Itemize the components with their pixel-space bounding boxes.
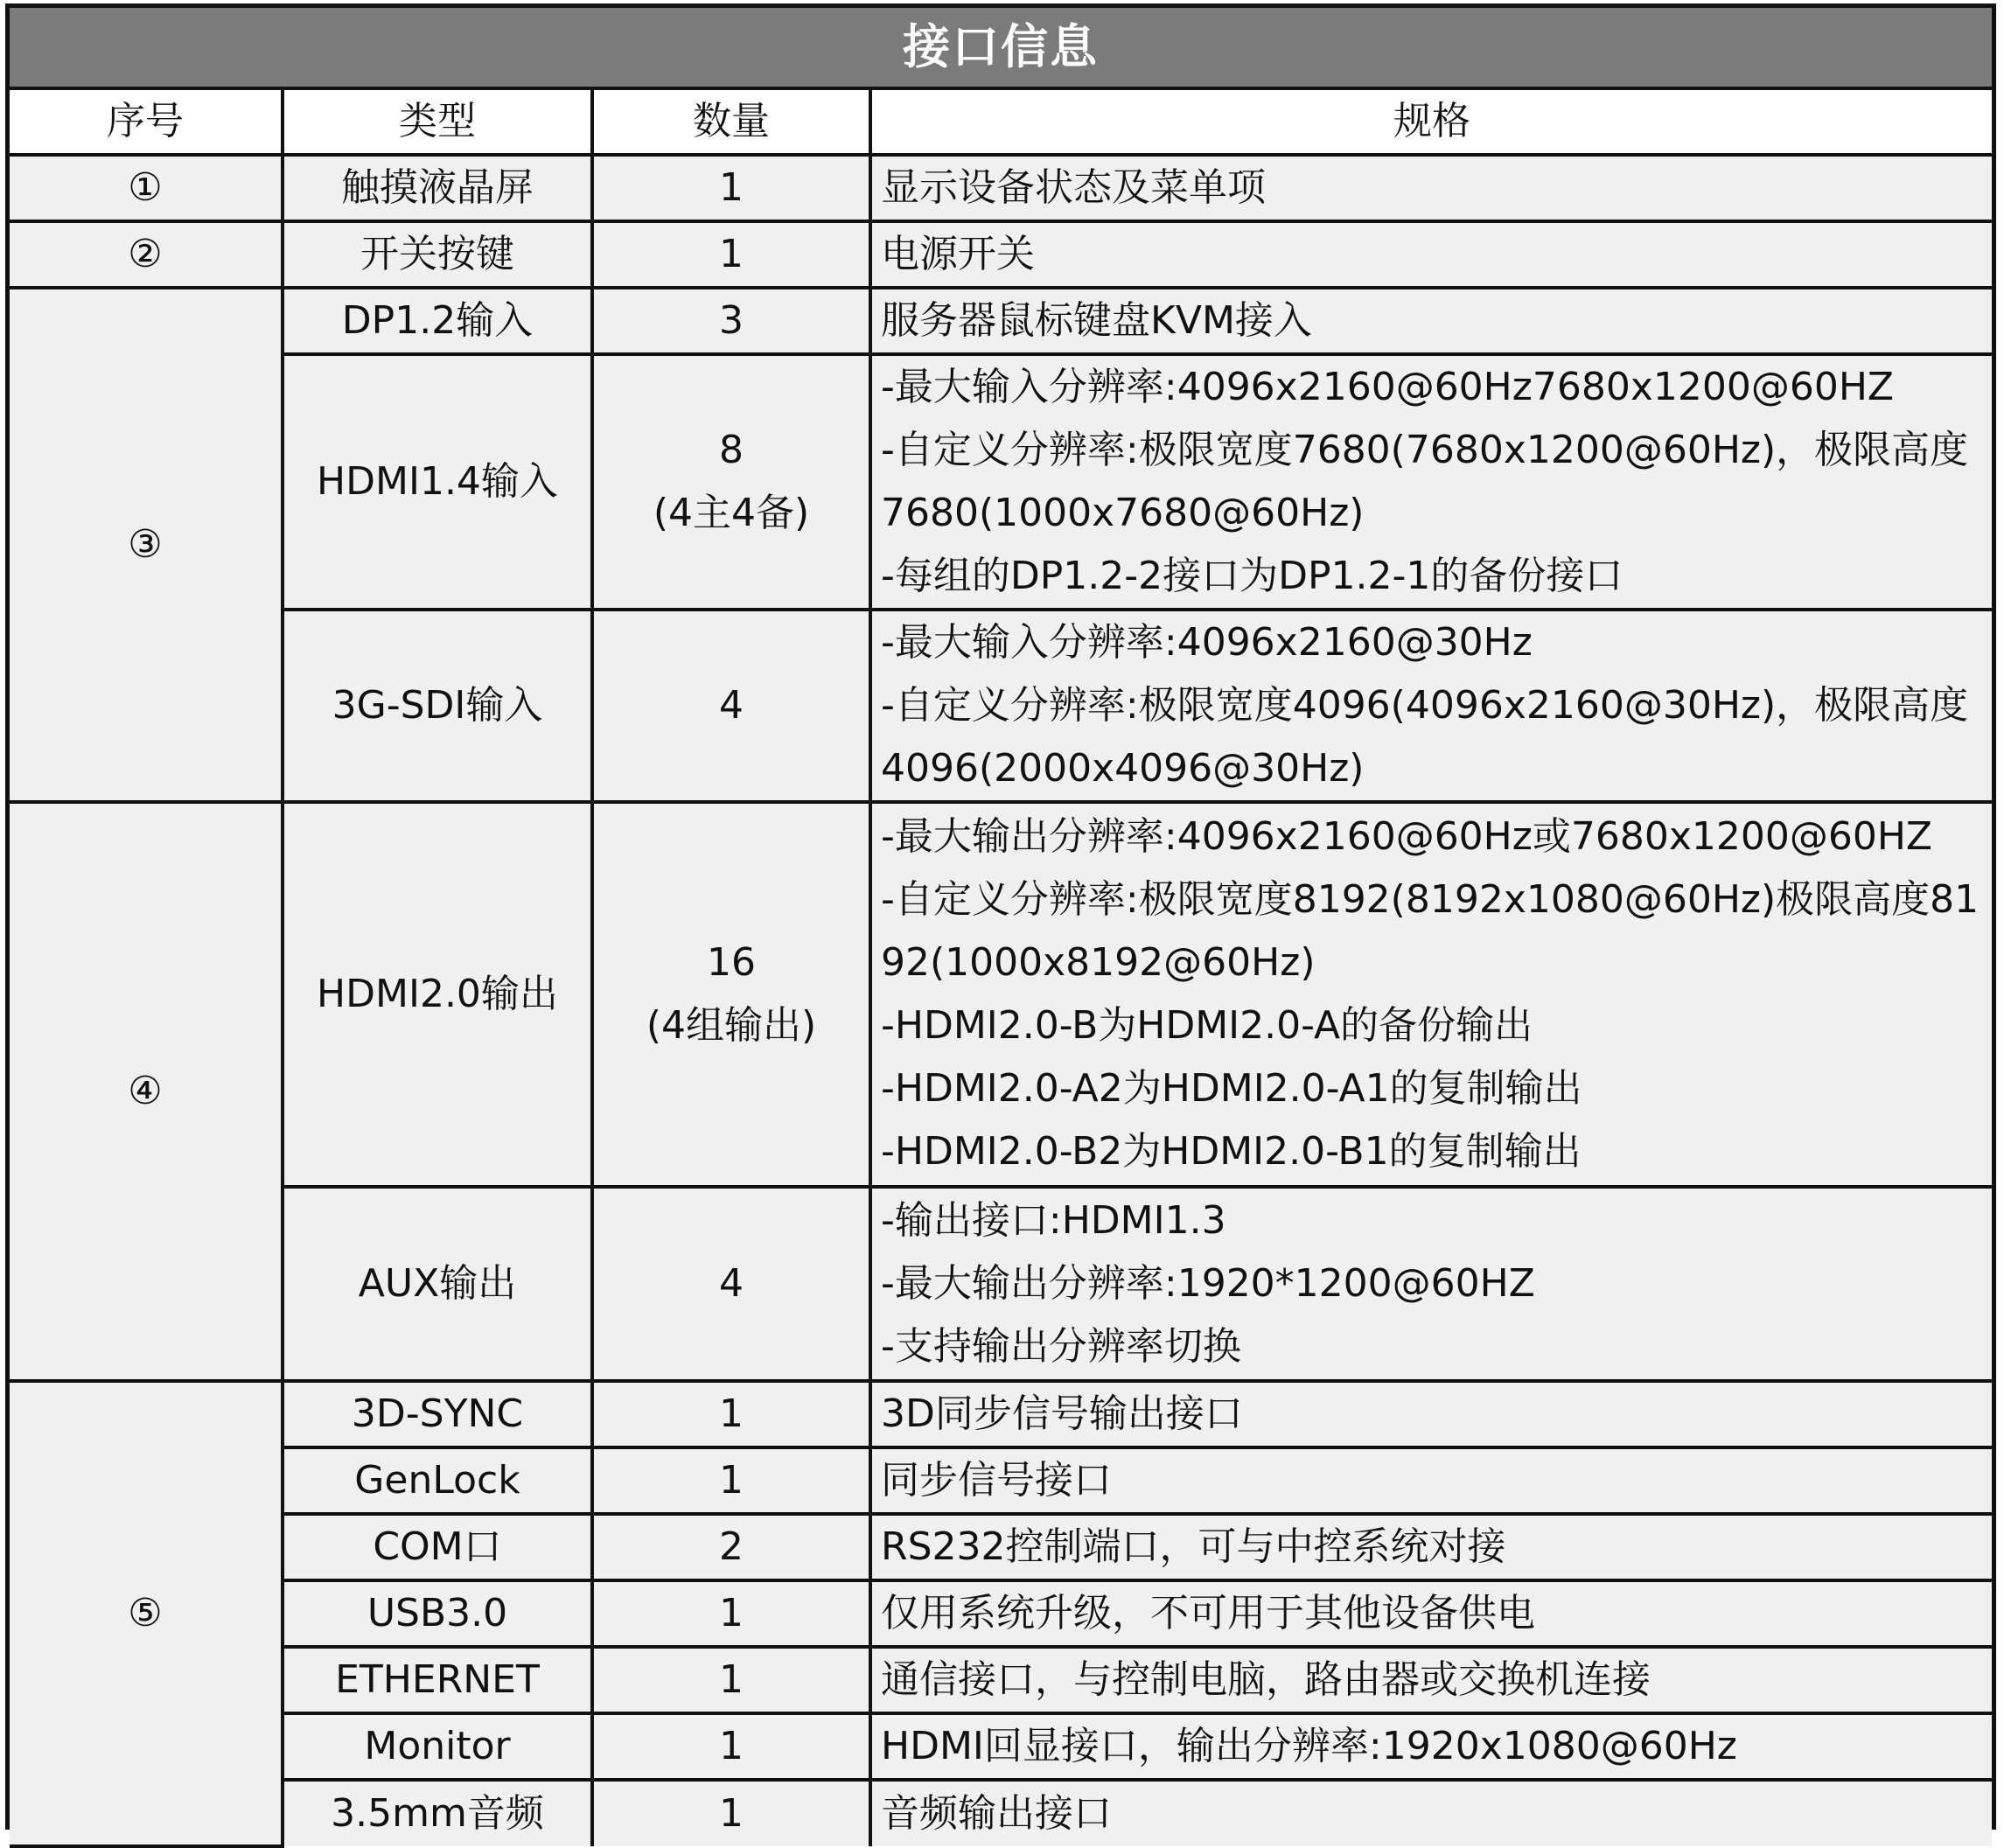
spec-cell — [870, 1780, 1992, 1846]
quantity-line: 2 — [719, 1524, 744, 1569]
spec-line: -每组的DP1.2-2接口为DP1.2-1的备份接口 — [881, 554, 1623, 598]
quantity-line: 1 — [719, 1458, 744, 1503]
spec-cell — [870, 1580, 1992, 1647]
quantity-line: 1 — [719, 232, 744, 276]
header-qty: 数量 — [592, 88, 870, 155]
spec-cell — [870, 1514, 1992, 1580]
table-row — [10, 1447, 1992, 1514]
quantity-line: 4 — [719, 683, 744, 728]
spec-cell — [870, 221, 1992, 288]
quantity-cell — [592, 1447, 870, 1514]
quantity-line: 8 — [719, 428, 744, 472]
row-index-cell: ② — [10, 221, 283, 288]
header-no: 序号 — [10, 88, 283, 155]
spec-line: -HDMI2.0-A2为HDMI2.0-A1的复制输出 — [881, 1066, 1582, 1111]
quantity-cell — [592, 1647, 870, 1713]
quantity-cell — [592, 1580, 870, 1647]
spec-line: -最大输入分辨率:4096x2160@60Hz7680x1200@60HZ — [881, 365, 1895, 409]
type-cell: ETHERNET — [283, 1647, 592, 1713]
quantity-cell — [592, 1514, 870, 1580]
quantity-line: (4组输出) — [646, 1003, 817, 1048]
spec-line: -自定义分辨率:极限宽度8192(8192x1080@60Hz)极限高度8192(1000x8192@60Hz) — [881, 877, 1980, 985]
type-cell: Monitor — [283, 1713, 592, 1780]
table-row — [10, 610, 1992, 802]
spec-cell — [870, 354, 1992, 610]
type-cell: 3.5mm音频 — [283, 1780, 592, 1846]
spec-line: -支持输出分辨率切换 — [881, 1324, 1241, 1369]
spec-line: 电源开关 — [881, 232, 1035, 276]
quantity-cell — [592, 802, 870, 1187]
quantity-line: 1 — [719, 1791, 744, 1836]
row-index-cell: ③ — [10, 288, 283, 802]
spec-line: HDMI回显接口，输出分辨率:1920x1080@60Hz — [881, 1724, 1737, 1768]
spec-line: -最大输入分辨率:4096x2160@30Hz — [881, 620, 1533, 665]
table-body — [10, 155, 1992, 1846]
type-cell: DP1.2输入 — [283, 288, 592, 354]
quantity-cell — [592, 1780, 870, 1846]
table-row — [10, 1580, 1992, 1647]
row-index-cell: ⑤ — [10, 1381, 283, 1846]
table-row — [10, 1514, 1992, 1580]
table-row — [10, 1713, 1992, 1780]
table-row — [10, 1780, 1992, 1846]
quantity-cell — [592, 1381, 870, 1447]
quantity-line: 3 — [719, 298, 744, 343]
table-row — [10, 802, 1992, 1187]
quantity-line: 4 — [719, 1261, 744, 1306]
spec-line: -最大输出分辨率:1920*1200@60HZ — [881, 1261, 1535, 1306]
spec-line: 通信接口，与控制电脑，路由器或交换机连接 — [881, 1657, 1651, 1702]
spec-line: 3D同步信号输出接口 — [881, 1391, 1243, 1436]
table-row — [10, 1381, 1992, 1447]
spec-line: -输出接口:HDMI1.3 — [881, 1198, 1226, 1243]
interface-info-sheet — [5, 3, 1996, 1836]
quantity-line: 1 — [719, 1724, 744, 1768]
spec-line: -HDMI2.0-B为HDMI2.0-A的备份输出 — [881, 1003, 1533, 1048]
spec-cell — [870, 1187, 1992, 1381]
quantity-line: 1 — [719, 165, 744, 210]
quantity-line: 16 — [707, 940, 756, 985]
spec-cell — [870, 155, 1992, 221]
table-row — [10, 1647, 1992, 1713]
quantity-cell — [592, 155, 870, 221]
spec-line: 服务器鼠标键盘KVM接入 — [881, 298, 1312, 343]
table-row — [10, 221, 1992, 288]
spec-line: -自定义分辨率:极限宽度4096(4096x2160@30Hz)，极限高度4096(2000x4096@30Hz) — [881, 683, 1969, 791]
table-row — [10, 155, 1992, 221]
type-cell: COM口 — [283, 1514, 592, 1580]
quantity-cell — [592, 221, 870, 288]
type-cell: AUX输出 — [283, 1187, 592, 1381]
spec-cell — [870, 1381, 1992, 1447]
row-index-cell: ① — [10, 155, 283, 221]
header-type: 类型 — [283, 88, 592, 155]
table-row — [10, 288, 1992, 354]
table-row — [10, 1187, 1992, 1381]
spec-cell — [870, 1447, 1992, 1514]
row-index-cell: ④ — [10, 802, 283, 1381]
spec-line: -HDMI2.0-B2为HDMI2.0-B1的复制输出 — [881, 1129, 1582, 1174]
quantity-line: (4主4备) — [653, 491, 810, 535]
spec-cell — [870, 1713, 1992, 1780]
type-cell: USB3.0 — [283, 1580, 592, 1647]
spec-line: 同步信号接口 — [881, 1458, 1112, 1503]
quantity-cell — [592, 354, 870, 610]
type-cell: 3D-SYNC — [283, 1381, 592, 1447]
header-spec: 规格 — [870, 88, 1992, 155]
quantity-line: 1 — [719, 1391, 744, 1436]
spec-cell — [870, 802, 1992, 1187]
type-cell: 触摸液晶屏 — [283, 155, 592, 221]
quantity-cell — [592, 1187, 870, 1381]
type-cell: HDMI2.0输出 — [283, 802, 592, 1187]
quantity-line: 1 — [719, 1591, 744, 1635]
spec-line: -自定义分辨率:极限宽度7680(7680x1200@60Hz)，极限高度7680(1000x7680@60Hz) — [881, 428, 1969, 535]
quantity-line: 1 — [719, 1657, 744, 1702]
spec-line: RS232控制端口，可与中控系统对接 — [881, 1524, 1506, 1569]
spec-line: -最大输出分辨率:4096x2160@60Hz或7680x1200@60HZ — [881, 814, 1933, 859]
spec-line: 显示设备状态及菜单项 — [881, 165, 1266, 210]
type-cell: HDMI1.4输入 — [283, 354, 592, 610]
spec-cell — [870, 610, 1992, 802]
type-cell: 3G-SDI输入 — [283, 610, 592, 802]
spec-line: 仅用系统升级，不可用于其他设备供电 — [881, 1591, 1535, 1635]
table-row — [10, 354, 1992, 610]
spec-cell — [870, 1647, 1992, 1713]
quantity-cell — [592, 610, 870, 802]
table-title: 接口信息 — [10, 8, 1992, 88]
type-cell: GenLock — [283, 1447, 592, 1514]
quantity-cell — [592, 288, 870, 354]
interface-spec-table — [10, 8, 1992, 1848]
spec-cell — [870, 288, 1992, 354]
type-cell: 开关按键 — [283, 221, 592, 288]
spec-line: 音频输出接口 — [881, 1791, 1112, 1836]
quantity-cell — [592, 1713, 870, 1780]
